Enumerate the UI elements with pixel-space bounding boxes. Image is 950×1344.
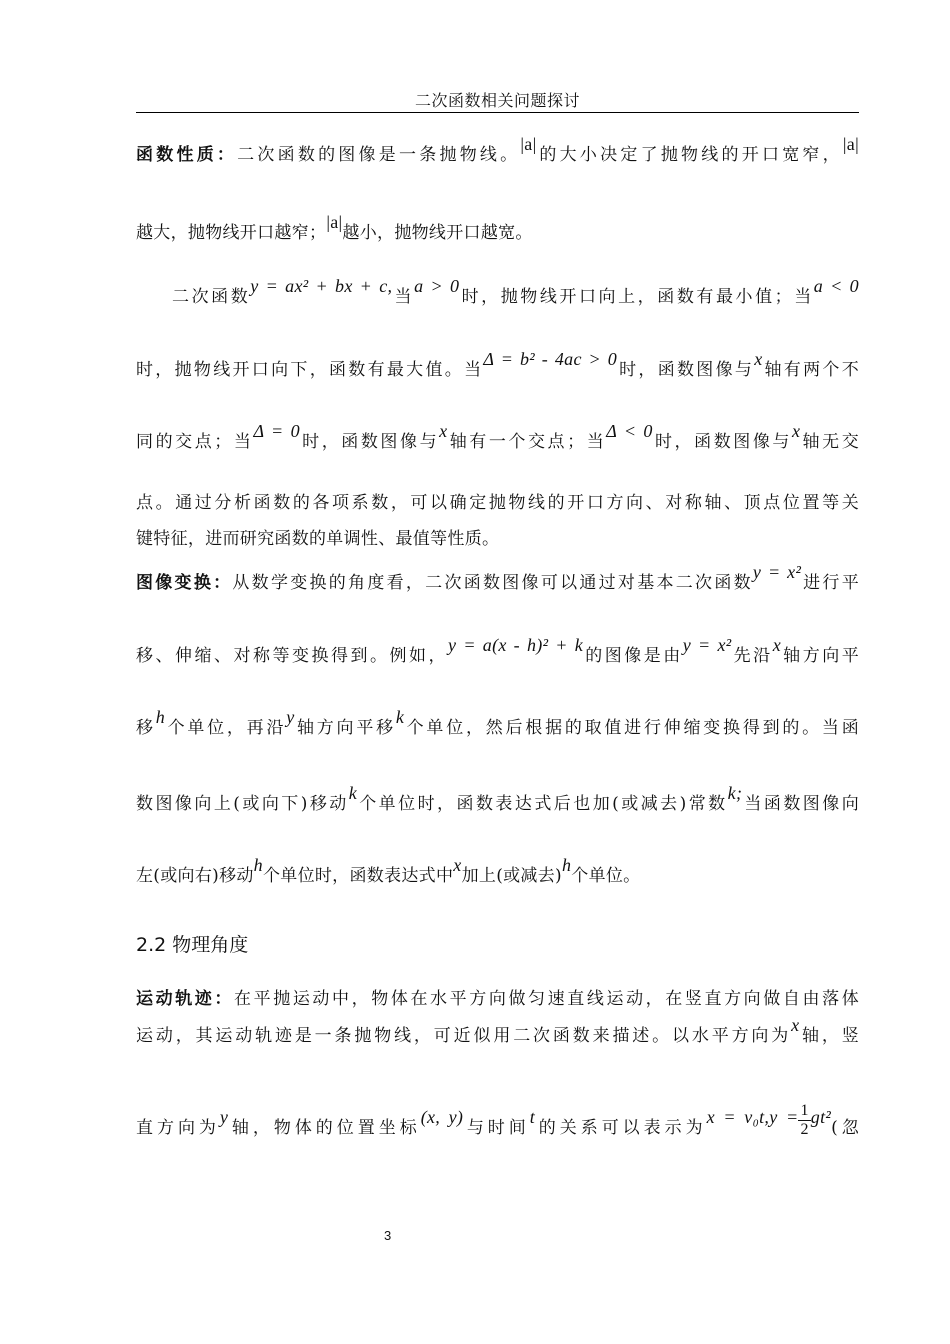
text: 2	[800, 1121, 809, 1138]
text: 进行平	[801, 573, 859, 593]
para3-line1	[136, 562, 859, 593]
page-number: 3	[384, 1228, 392, 1243]
text: 轴有两个不	[762, 360, 859, 380]
formula-y-x2: y = x²	[752, 562, 802, 582]
text: 同的交点；当	[136, 432, 254, 452]
formula-coordinate: (x, y)	[420, 1107, 464, 1127]
text: 直方向为	[136, 1118, 220, 1138]
label-function-properties: 函数性质：	[136, 145, 238, 165]
formula-abs-a: |a|	[326, 212, 343, 232]
para3-line4	[136, 783, 859, 814]
label-image-transform: 图像变换：	[136, 573, 233, 593]
var-t: t	[529, 1107, 536, 1127]
header-rule	[136, 112, 859, 113]
text: 从数学变换的角度看，二次函数图像可以通过对基本二次函数	[232, 573, 753, 593]
text: 个单位，再沿	[165, 718, 287, 738]
text: 当函数图像向	[742, 794, 859, 814]
text: 的关系可以表示为	[535, 1118, 707, 1138]
section-heading: 2.2 物理角度	[136, 934, 249, 956]
para2-line3	[136, 421, 859, 452]
text: 移、伸缩、对称等变换得到。例如，	[136, 646, 449, 666]
formula-y-half-gt2	[769, 1102, 832, 1138]
label-motion-trajectory: 运动轨迹：	[136, 989, 235, 1009]
para2-line2	[136, 349, 859, 380]
text: 加上(或减去)	[461, 866, 562, 886]
text: 时，抛物线开口向下，函数有最大值。当	[136, 360, 484, 380]
formula-quadratic: y = ax² + bx + c,	[250, 276, 393, 296]
text: 个单位时，函数表达式中	[262, 866, 454, 886]
text: 移	[136, 718, 156, 738]
var-h: h	[561, 855, 572, 875]
formula-discriminant-negative: Δ < 0	[606, 421, 653, 441]
text: 轴方向平移	[294, 718, 396, 738]
text: 时，函数图像与	[617, 360, 755, 380]
para1-line1	[136, 134, 860, 165]
text: 时，抛物线开口向上，函数有最小值；当	[459, 287, 814, 307]
var-x: x	[439, 421, 448, 441]
text: 时，函数图像与	[299, 432, 440, 452]
para3-line5	[136, 855, 859, 886]
para2-line4	[136, 488, 859, 513]
text: 的大小决定了抛物线的开口宽窄，	[536, 145, 843, 165]
text: 键特征，进而研究函数的单调性、最值等性质。	[136, 529, 500, 549]
para2-line5	[136, 524, 859, 549]
text: 二次函数的图像是一条抛物线。	[237, 145, 521, 165]
var-y: y	[286, 707, 295, 727]
formula-x-v0t: x = v₀t,	[706, 1107, 770, 1127]
text: 左(或向右)移动	[136, 866, 254, 886]
formula-a-negative: a < 0	[813, 276, 859, 296]
var-x: x	[754, 349, 763, 369]
para1-line2	[136, 212, 859, 243]
text: 越大，抛物线开口越窄；	[136, 223, 327, 243]
var-x: x	[791, 421, 801, 441]
para3-line3	[136, 707, 859, 738]
text: 轴，物体的位置坐标	[228, 1118, 421, 1138]
para4-line2	[136, 1015, 859, 1046]
text: 轴方向平	[780, 646, 859, 666]
var-y: y	[219, 1107, 229, 1127]
text: 与时间	[463, 1118, 530, 1138]
text: 的图像是由	[583, 646, 683, 666]
text: 二次函数	[172, 287, 251, 307]
page-header-title: 二次函数相关问题探讨	[414, 91, 580, 110]
var-x: x	[453, 855, 462, 875]
text: 个单位时，函数表达式后也加(或减去)常数	[357, 794, 728, 814]
text: 个单位，然后根据的取值进行伸缩变换得到的。当函	[404, 718, 859, 738]
text: 1	[800, 1102, 809, 1119]
text: 个单位。	[571, 866, 641, 886]
text: 越小，抛物线开口越宽。	[342, 223, 533, 243]
var-h: h	[155, 707, 166, 727]
formula-vertex-form: y = a(x - h)² + k	[448, 635, 584, 655]
text: 点。通过分析函数的各项系数，可以确定抛物线的开口方向、对称轴、顶点位置等关	[136, 493, 859, 513]
formula-discriminant-zero: Δ = 0	[253, 421, 300, 441]
formula-abs-a: |a|	[842, 134, 860, 154]
text: gt²	[810, 1107, 832, 1127]
text: y =	[769, 1107, 799, 1127]
para2-line1	[136, 276, 859, 307]
text: 时，函数图像与	[652, 432, 792, 452]
text: (忽	[831, 1118, 859, 1138]
formula-a-positive: a > 0	[414, 276, 460, 296]
formula-discriminant-positive: Δ = b² - 4ac > 0	[483, 349, 618, 369]
text: 运动，其运动轨迹是一条抛物线，可近似用二次函数来描述。以水平方向为	[136, 1026, 792, 1046]
var-k-semicolon: k;	[727, 783, 743, 803]
formula-abs-a: |a|	[520, 134, 537, 154]
text: 先沿	[731, 646, 773, 666]
var-h: h	[253, 855, 263, 875]
text: 在平抛运动中，物体在水平方向做匀速直线运动，在竖直方向做自由落体	[234, 989, 859, 1009]
var-k: k	[395, 707, 405, 727]
text: 轴无交	[800, 432, 859, 452]
text: 数图像向上(或向下)移动	[136, 794, 349, 814]
fraction-one-half	[798, 1102, 810, 1139]
var-x: x	[772, 635, 781, 655]
text: 当	[392, 287, 415, 307]
formula-y-x2: y = x²	[682, 635, 732, 655]
para3-line2	[136, 635, 859, 666]
var-k: k	[348, 783, 358, 803]
text: 轴有一个交点；当	[447, 432, 607, 452]
var-x: x	[791, 1015, 800, 1035]
para4-line3	[136, 1102, 859, 1147]
text: 轴，竖	[799, 1026, 859, 1046]
para4-line1	[136, 984, 859, 1009]
